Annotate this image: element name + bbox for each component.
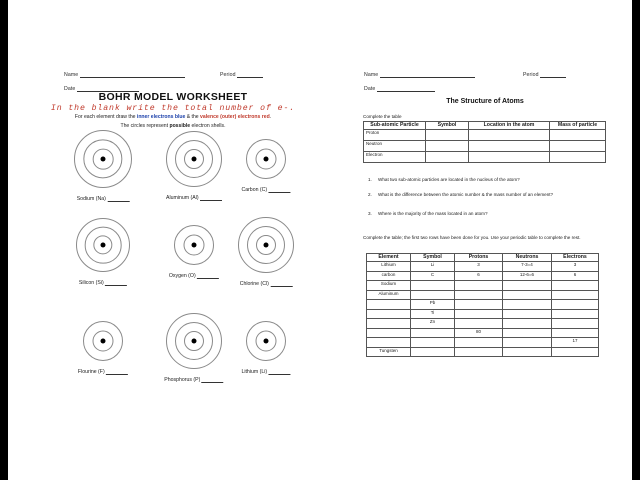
nucleus-dot bbox=[264, 339, 269, 344]
instruction-line2-bold: possible bbox=[169, 123, 191, 129]
table-row bbox=[367, 319, 599, 329]
table-row bbox=[367, 262, 599, 272]
nucleus-dot bbox=[264, 243, 269, 248]
element-cell[interactable] bbox=[411, 281, 455, 291]
element-cell[interactable]: 6 bbox=[455, 271, 503, 281]
atom-label bbox=[241, 187, 290, 193]
element-cell[interactable] bbox=[367, 309, 411, 319]
electron-count-blank[interactable] bbox=[202, 377, 224, 383]
atom-label bbox=[164, 377, 223, 383]
period-blank-right[interactable] bbox=[540, 72, 566, 78]
element-cell[interactable]: Zn bbox=[411, 319, 455, 329]
electron-count-blank[interactable] bbox=[269, 187, 291, 193]
electron-count-blank[interactable] bbox=[106, 369, 128, 375]
name-blank-right[interactable] bbox=[380, 72, 475, 78]
atom-label bbox=[169, 273, 219, 279]
particle-cell[interactable] bbox=[550, 130, 606, 141]
element-cell[interactable] bbox=[367, 319, 411, 329]
element-cell[interactable]: 3 bbox=[552, 262, 599, 272]
element-cell[interactable] bbox=[411, 338, 455, 348]
table-row bbox=[364, 152, 606, 163]
bohr-model-diagram[interactable] bbox=[84, 322, 122, 360]
nucleus-dot bbox=[192, 157, 197, 162]
atom-name: Sodium (Na) bbox=[76, 196, 108, 202]
atom-name: Silicon (Si) bbox=[78, 280, 106, 286]
element-cell[interactable] bbox=[552, 300, 599, 310]
particle-cell[interactable]: Electron bbox=[364, 152, 426, 163]
period-label-right: Period bbox=[523, 72, 539, 78]
element-cell[interactable] bbox=[503, 290, 552, 300]
atom-name: Oxygen (O) bbox=[168, 273, 198, 279]
table1-header-row bbox=[364, 122, 606, 130]
name-blank-left[interactable] bbox=[80, 72, 185, 78]
element-cell[interactable] bbox=[503, 347, 552, 357]
name-label-left: Name bbox=[64, 72, 79, 78]
worksheet-title: BOHR MODEL WORKSHEET bbox=[98, 91, 248, 103]
sub-atomic-particle-table bbox=[363, 121, 606, 163]
question-text: What two sub-atomic particles are located in the nucleus of the atom? bbox=[378, 177, 520, 182]
question-text: Where is the majority of the mass located in an atom? bbox=[378, 211, 488, 216]
nucleus-dot bbox=[101, 339, 106, 344]
element-cell[interactable] bbox=[367, 338, 411, 348]
table1-instruction: Complete the table bbox=[363, 114, 402, 119]
element-cell[interactable]: carbon bbox=[367, 271, 411, 281]
column-header: Neutrons bbox=[503, 254, 552, 262]
table-row bbox=[367, 347, 599, 357]
element-cell[interactable]: 7-3=4 bbox=[503, 262, 552, 272]
element-cell[interactable]: Tungsten bbox=[367, 347, 411, 357]
element-completion-table bbox=[366, 253, 599, 357]
electron-count-blank[interactable] bbox=[200, 195, 222, 201]
atom-name: Chlorine (Cl) bbox=[239, 281, 271, 287]
column-header: Location in the atom bbox=[469, 122, 550, 130]
atom-name: Lithium (Li) bbox=[241, 369, 269, 375]
element-cell[interactable] bbox=[411, 347, 455, 357]
element-cell[interactable]: Lithium bbox=[367, 262, 411, 272]
table2-body bbox=[367, 262, 599, 357]
element-cell[interactable] bbox=[503, 319, 552, 329]
worksheet-page-left bbox=[8, 0, 338, 480]
table-row bbox=[367, 328, 599, 338]
element-cell[interactable] bbox=[552, 328, 599, 338]
name-field-right[interactable] bbox=[364, 72, 475, 78]
particle-cell[interactable] bbox=[469, 152, 550, 163]
instruction-prefix: For each element draw the bbox=[74, 114, 137, 120]
worksheet-question bbox=[368, 192, 553, 197]
question-number: 2. bbox=[368, 192, 372, 197]
table-row bbox=[367, 290, 599, 300]
bohr-model-diagram[interactable] bbox=[175, 226, 213, 264]
nucleus-dot bbox=[192, 243, 197, 248]
electron-count-blank[interactable] bbox=[105, 280, 127, 286]
question-text: What is the difference between the atomic number & the mass number of an element? bbox=[378, 192, 554, 197]
period-field-left[interactable] bbox=[220, 72, 263, 78]
atom-label bbox=[166, 195, 222, 201]
element-cell[interactable]: 17 bbox=[552, 338, 599, 348]
bohr-model-diagram[interactable] bbox=[247, 322, 285, 360]
date-field-right[interactable] bbox=[364, 86, 435, 92]
electron-count-blank[interactable] bbox=[107, 196, 129, 202]
element-cell[interactable] bbox=[503, 281, 552, 291]
particle-cell[interactable] bbox=[426, 152, 469, 163]
worksheet-subtitle: In the blank write the total number of e-. bbox=[50, 104, 296, 113]
atom-label bbox=[78, 369, 128, 375]
element-cell[interactable]: 12-6=6 bbox=[503, 271, 552, 281]
column-header: Element bbox=[367, 254, 411, 262]
element-cell[interactable]: C bbox=[411, 271, 455, 281]
table-row bbox=[367, 300, 599, 310]
element-cell[interactable] bbox=[503, 338, 552, 348]
column-header: Sub-atomic Particle bbox=[364, 122, 426, 130]
nucleus-dot bbox=[264, 157, 269, 162]
column-header: Protons bbox=[455, 254, 503, 262]
element-cell[interactable]: Sodium bbox=[367, 281, 411, 291]
particle-cell[interactable] bbox=[469, 141, 550, 152]
element-cell[interactable] bbox=[552, 347, 599, 357]
date-label-right: Date bbox=[364, 86, 376, 92]
electron-count-blank[interactable] bbox=[269, 369, 291, 375]
element-cell[interactable] bbox=[503, 300, 552, 310]
column-header: Electrons bbox=[552, 254, 599, 262]
table-row bbox=[367, 309, 599, 319]
element-cell[interactable] bbox=[552, 309, 599, 319]
scanned-worksheet-canvas bbox=[8, 0, 632, 480]
element-cell[interactable] bbox=[552, 281, 599, 291]
worksheet-question bbox=[368, 177, 520, 182]
element-cell[interactable] bbox=[455, 300, 503, 310]
table2-header-row bbox=[367, 254, 599, 262]
bohr-model-diagram[interactable] bbox=[247, 140, 285, 178]
particle-cell[interactable] bbox=[426, 130, 469, 141]
worksheet-question bbox=[368, 211, 488, 216]
atom-label bbox=[240, 281, 293, 287]
worksheet-page-right bbox=[338, 0, 632, 480]
element-cell[interactable]: 6 bbox=[552, 271, 599, 281]
element-cell[interactable]: 80 bbox=[455, 328, 503, 338]
name-field-left[interactable] bbox=[64, 72, 185, 78]
bohr-model-diagram[interactable] bbox=[239, 218, 293, 272]
instruction-line-2 bbox=[8, 123, 338, 129]
particle-cell[interactable] bbox=[550, 141, 606, 152]
question-number: 1. bbox=[368, 177, 372, 182]
question-number: 3. bbox=[368, 211, 372, 216]
instruction-mid: & the bbox=[185, 114, 201, 120]
element-cell[interactable] bbox=[503, 328, 552, 338]
table-row bbox=[367, 281, 599, 291]
column-header: Symbol bbox=[411, 254, 455, 262]
bohr-model-diagram[interactable] bbox=[77, 219, 129, 271]
element-cell[interactable]: Pb bbox=[411, 300, 455, 310]
instruction-line-1 bbox=[8, 114, 338, 120]
right-page-title: The Structure of Atoms bbox=[446, 98, 524, 105]
atom-name: Aluminum (Al) bbox=[165, 195, 201, 201]
column-header: Mass of particle bbox=[550, 122, 606, 130]
particle-cell[interactable]: Neutron bbox=[364, 141, 426, 152]
bohr-model-diagram[interactable] bbox=[167, 314, 221, 368]
nucleus-dot bbox=[101, 157, 106, 162]
element-cell[interactable] bbox=[455, 281, 503, 291]
element-cell[interactable] bbox=[455, 290, 503, 300]
particle-cell[interactable]: Proton bbox=[364, 130, 426, 141]
element-cell[interactable] bbox=[411, 290, 455, 300]
column-header: Symbol bbox=[426, 122, 469, 130]
table-row bbox=[367, 271, 599, 281]
electron-count-blank[interactable] bbox=[197, 273, 219, 279]
element-cell[interactable] bbox=[455, 347, 503, 357]
electron-count-blank[interactable] bbox=[270, 281, 292, 287]
instruction-valence-red: valence (outer) electrons red bbox=[200, 114, 270, 120]
bohr-model-diagram[interactable] bbox=[75, 131, 131, 187]
element-cell[interactable]: Ti bbox=[411, 309, 455, 319]
bohr-model-diagram[interactable] bbox=[167, 132, 221, 186]
nucleus-dot bbox=[192, 339, 197, 344]
period-field-right[interactable] bbox=[523, 72, 566, 78]
table-row bbox=[364, 141, 606, 152]
instruction-line2-prefix: The circles represent bbox=[120, 123, 170, 129]
element-cell[interactable]: Aluminum bbox=[367, 290, 411, 300]
atom-name: Phosphorus (P) bbox=[164, 377, 202, 383]
instruction-line2-suffix: electron shells. bbox=[190, 123, 226, 129]
element-cell[interactable] bbox=[455, 309, 503, 319]
instruction-inner-blue: inner electrons blue bbox=[136, 114, 186, 120]
table1-body bbox=[364, 130, 606, 163]
atom-name: Flourine (F) bbox=[77, 369, 107, 375]
particle-cell[interactable] bbox=[426, 141, 469, 152]
table2-instruction: Complete the table; the first two rows have been done for you. Use your periodic table to complete the rest. bbox=[363, 235, 581, 240]
atom-name: Carbon (C) bbox=[241, 187, 269, 193]
atom-label bbox=[241, 369, 290, 375]
date-label-left: Date bbox=[64, 86, 76, 92]
particle-cell[interactable] bbox=[550, 152, 606, 163]
table-row bbox=[367, 338, 599, 348]
particle-cell[interactable] bbox=[469, 130, 550, 141]
element-cell[interactable] bbox=[503, 309, 552, 319]
atom-label bbox=[79, 280, 127, 286]
date-blank-right[interactable] bbox=[377, 86, 435, 92]
name-label-right: Name bbox=[364, 72, 379, 78]
element-cell[interactable]: Li bbox=[411, 262, 455, 272]
element-cell[interactable] bbox=[411, 328, 455, 338]
nucleus-dot bbox=[101, 243, 106, 248]
atom-label bbox=[77, 196, 130, 202]
period-label-left: Period bbox=[220, 72, 236, 78]
element-cell[interactable] bbox=[367, 328, 411, 338]
element-cell[interactable] bbox=[367, 300, 411, 310]
element-cell[interactable]: 3 bbox=[455, 262, 503, 272]
element-cell[interactable] bbox=[552, 319, 599, 329]
element-cell[interactable] bbox=[552, 290, 599, 300]
instruction-suffix: . bbox=[269, 114, 272, 120]
element-cell[interactable] bbox=[455, 338, 503, 348]
table-row bbox=[364, 130, 606, 141]
period-blank-left[interactable] bbox=[237, 72, 263, 78]
element-cell[interactable] bbox=[455, 319, 503, 329]
